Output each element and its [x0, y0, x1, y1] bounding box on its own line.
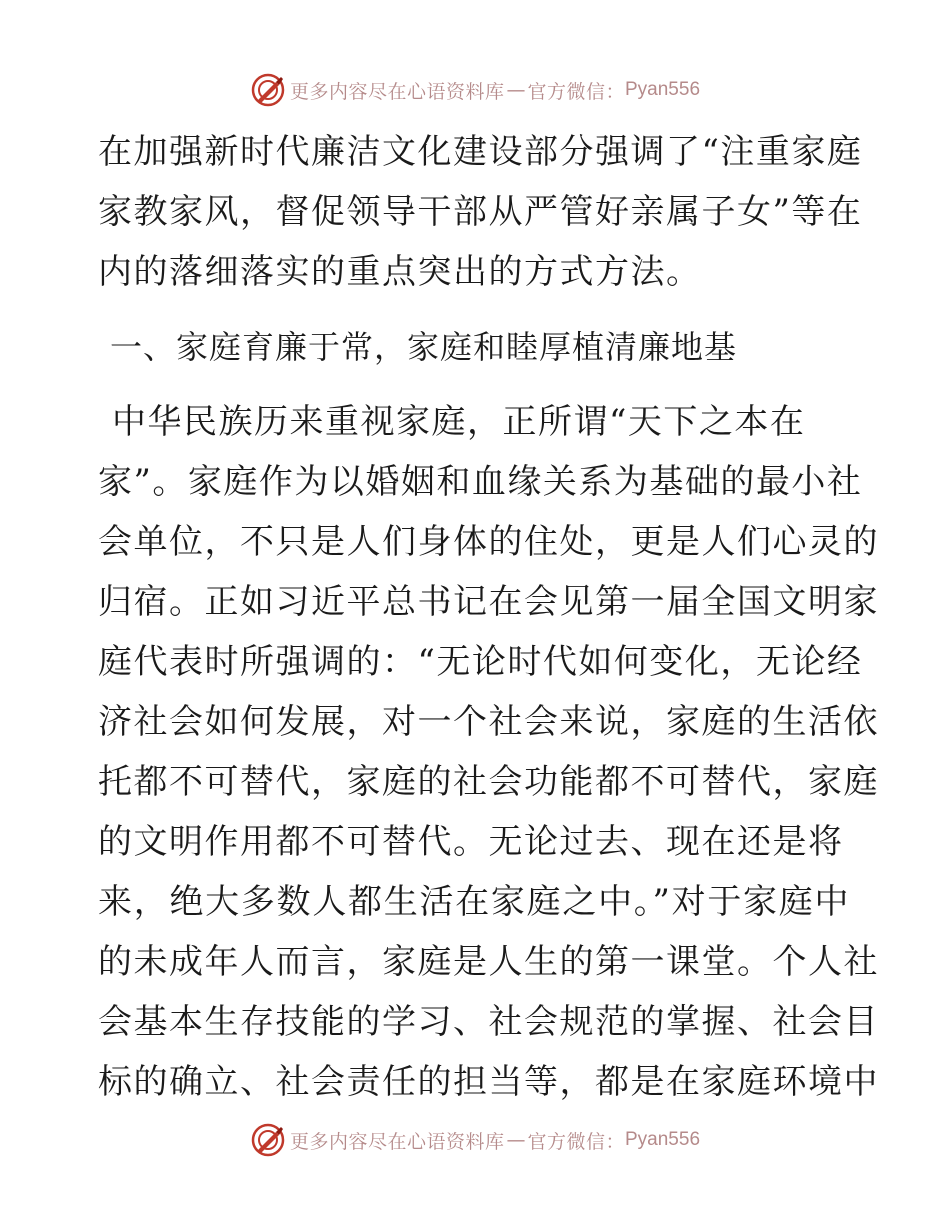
banner-wechat-label: 官方微信：: [527, 1130, 625, 1153]
text-line: 家教家风，督促领导干部从严管好亲属子女”等在: [98, 192, 863, 232]
text-line: 会基本生存技能的学习、社会规范的掌握、社会目: [98, 1002, 879, 1042]
text-line: 托都不可替代，家庭的社会功能都不可替代，家庭: [98, 762, 879, 802]
banner-dash: —: [506, 1129, 526, 1151]
text-line: 的未成年人而言，家庭是人生的第一课堂。个人社: [98, 942, 879, 982]
text-line: 内的落细落实的重点突出的方式方法。: [98, 252, 702, 292]
text-line: 家”。家庭作为以婚姻和血缘关系为基础的最小社: [98, 462, 863, 502]
text-line: 归宿。正如习近平总书记在会见第一届全国文明家: [98, 582, 879, 622]
footer-banner: [0, 1120, 950, 1160]
banner-brand-text: 更多内容尽在心语资料库: [289, 1130, 505, 1153]
text-line: 标的确立、社会责任的担当等，都是在家庭环境中: [98, 1062, 879, 1102]
text-line: 的文明作用都不可替代。无论过去、现在还是将: [98, 822, 844, 862]
text-line: 中华民族历来重视家庭，正所谓“天下之本在: [112, 402, 806, 442]
text-line: 庭代表时所强调的：“无论时代如何变化，无论经: [98, 642, 863, 682]
banner-brand-text: 更多内容尽在心语资料库: [289, 80, 505, 103]
section-paragraph: [98, 392, 879, 1112]
section-heading: 一、家庭育廉于常，家庭和睦厚植清廉地基: [110, 328, 738, 366]
text-line: 来，绝大多数人都生活在家庭之中。”对于家庭中: [98, 882, 850, 922]
banner-dash: —: [506, 79, 526, 101]
text-line: 济社会如何发展，对一个社会来说，家庭的生活依: [98, 702, 879, 742]
document-body: [98, 122, 879, 1112]
logo-icon: [250, 72, 286, 108]
banner-wechat-account: Pyan556: [625, 79, 701, 100]
text-line: 在加强新时代廉洁文化建设部分强调了“注重家庭: [98, 132, 863, 172]
banner-wechat-account: Pyan556: [625, 1129, 701, 1150]
logo-icon: [250, 1122, 286, 1158]
text-line: 会单位，不只是人们身体的住处，更是人们心灵的: [98, 522, 879, 562]
banner-wechat-label: 官方微信：: [527, 80, 625, 103]
header-banner: [0, 70, 950, 110]
intro-paragraph: [98, 122, 863, 302]
